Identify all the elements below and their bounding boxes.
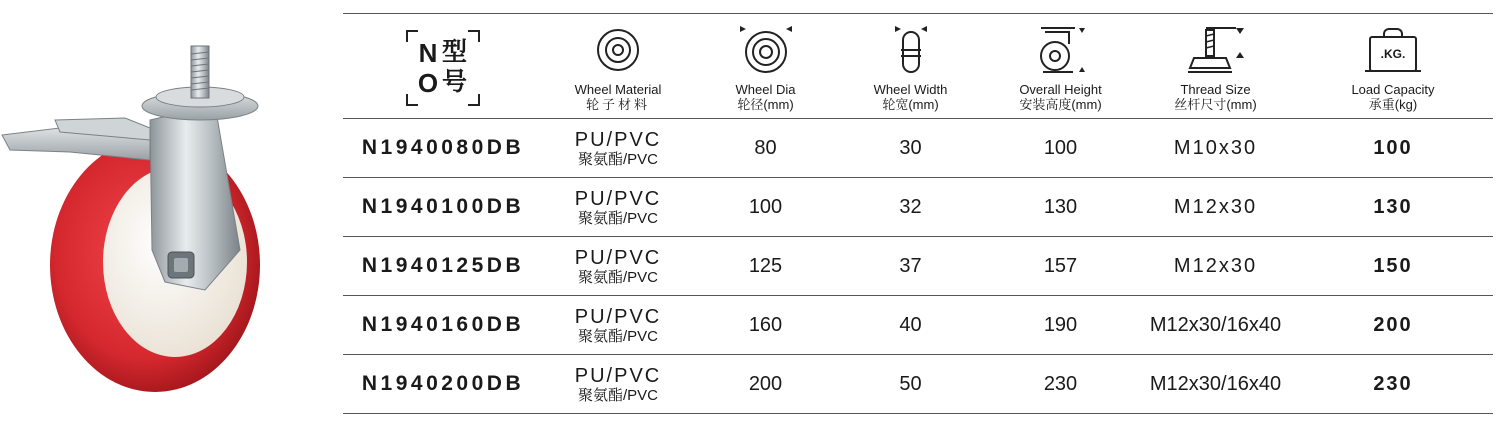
- header-thread-size: [1138, 14, 1293, 118]
- overall-height-icon: [1033, 24, 1089, 76]
- header-overall-height: [983, 14, 1138, 118]
- header-wheel-width: [838, 14, 983, 118]
- model-number: N1940160DB: [361, 313, 525, 336]
- material-cn: 聚氨酯/PVC: [577, 150, 658, 168]
- model-number-icon: [406, 30, 480, 106]
- dia-cn-label: 轮径(mm): [737, 97, 794, 112]
- height-cn-label: 安装高度(mm): [1019, 97, 1102, 112]
- header-load-capacity: [1293, 14, 1493, 118]
- material-en-label: Wheel Material: [574, 82, 662, 97]
- thread-size-value: M12x30/16x40: [1149, 372, 1282, 395]
- thread-size-value: M10x30: [1173, 136, 1258, 159]
- thread-size-value: M12x30/16x40: [1149, 313, 1282, 336]
- wheel-diameter-icon: [736, 24, 796, 76]
- load-en-label: Load Capacity: [1351, 82, 1435, 97]
- wheel-width-value: 32: [899, 195, 922, 218]
- table-row: [343, 119, 1493, 178]
- wheel-width-value: 50: [899, 372, 922, 395]
- load-cn-label: 承重(kg): [1368, 97, 1418, 112]
- wheel-dia-value: 80: [754, 136, 777, 159]
- overall-height-value: 230: [1043, 372, 1078, 395]
- model-cn-bottom: 号: [442, 68, 468, 96]
- model-number: N1940125DB: [361, 254, 525, 277]
- header-wheel-dia: [693, 14, 838, 118]
- header-model: [343, 14, 543, 118]
- model-no-label: NO: [417, 38, 439, 98]
- header-row: [343, 13, 1493, 119]
- wheel-material-icon: [594, 26, 642, 74]
- thread-size-icon: [1186, 24, 1246, 76]
- table-row: [343, 178, 1493, 237]
- material-en: PU/PVC: [574, 364, 662, 387]
- width-cn-label: 轮宽(mm): [882, 97, 939, 112]
- wheel-width-value: 37: [899, 254, 922, 277]
- overall-height-value: 100: [1043, 136, 1078, 159]
- header-material: [543, 14, 693, 118]
- wheel-width-value: 30: [899, 136, 922, 159]
- wheel-dia-value: 100: [748, 195, 783, 218]
- model-number: N1940080DB: [361, 136, 525, 159]
- load-capacity-value: 200: [1373, 313, 1413, 336]
- thread-size-value: M12x30: [1173, 254, 1258, 277]
- product-photo: [0, 0, 330, 432]
- spec-table: [343, 13, 1493, 414]
- dia-en-label: Wheel Dia: [735, 82, 796, 97]
- wheel-dia-value: 200: [748, 372, 783, 395]
- width-en-label: Wheel Width: [873, 82, 948, 97]
- height-en-label: Overall Height: [1019, 82, 1102, 97]
- wheel-width-value: 40: [899, 313, 922, 336]
- wheel-dia-value: 160: [748, 313, 783, 336]
- weight-icon-text: .KG.: [1369, 36, 1417, 72]
- load-capacity-value: 130: [1373, 195, 1413, 218]
- material-cn: 聚氨酯/PVC: [577, 268, 658, 286]
- load-capacity-value: 230: [1373, 372, 1413, 395]
- table-row: [343, 237, 1493, 296]
- thread-cn-label: 丝杆尺寸(mm): [1174, 97, 1257, 112]
- overall-height-value: 157: [1043, 254, 1078, 277]
- load-capacity-value: 100: [1373, 136, 1413, 159]
- overall-height-value: 130: [1043, 195, 1078, 218]
- weight-icon: [1365, 28, 1421, 72]
- material-en: PU/PVC: [574, 305, 662, 328]
- material-en: PU/PVC: [574, 187, 662, 210]
- material-cn: 聚氨酯/PVC: [577, 327, 658, 345]
- caster-wheel-illustration: [0, 0, 330, 432]
- material-cn-label: 轮子材料: [585, 97, 650, 112]
- material-en: PU/PVC: [574, 128, 662, 151]
- wheel-width-icon: [889, 24, 933, 76]
- fork-plate: [150, 105, 240, 290]
- model-cn-top: 型: [442, 38, 468, 66]
- table-row: [343, 296, 1493, 355]
- table-row: [343, 355, 1493, 414]
- thread-en-label: Thread Size: [1180, 82, 1251, 97]
- material-en: PU/PVC: [574, 246, 662, 269]
- model-number: N1940100DB: [361, 195, 525, 218]
- model-number: N1940200DB: [361, 372, 525, 395]
- material-cn: 聚氨酯/PVC: [577, 386, 658, 404]
- overall-height-value: 190: [1043, 313, 1078, 336]
- material-cn: 聚氨酯/PVC: [577, 209, 658, 227]
- load-capacity-value: 150: [1373, 254, 1413, 277]
- wheel-dia-value: 125: [748, 254, 783, 277]
- thread-size-value: M12x30: [1173, 195, 1258, 218]
